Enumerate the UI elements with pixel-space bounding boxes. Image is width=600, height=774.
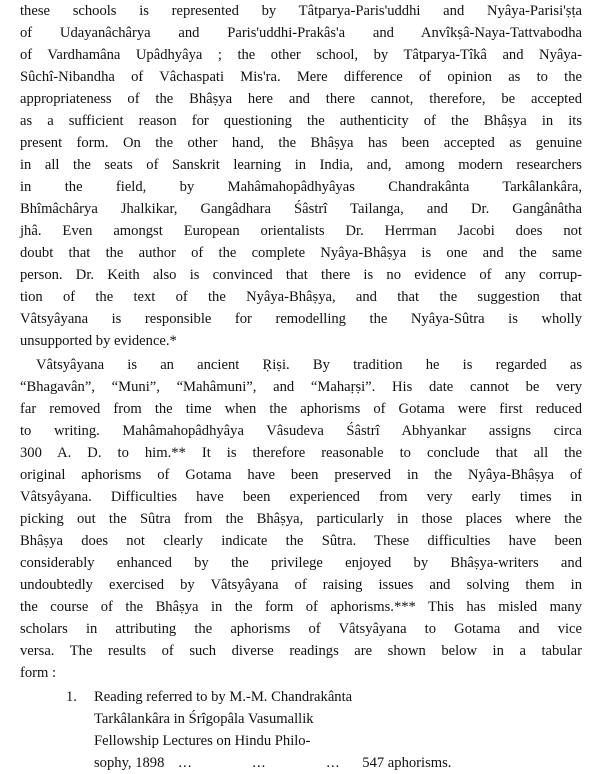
text-line: form :: [20, 665, 57, 681]
text-line: tion of the text of the Nyâya-Bhâṣya, and that the suggestion that: [20, 289, 582, 305]
text-line: present form. On the other hand, the Bhâṣya has been accepted as genuine: [20, 135, 582, 151]
text-line: Sûchî-Nibandha of Vâchaspati Mis'ra. Mere difference of opinion as to the: [20, 69, 582, 85]
text-line: 300 A. D. to him.** It is therefore reasonable to conclude that all the: [20, 445, 582, 461]
aphorism-count: 547 aphorisms.: [362, 755, 452, 771]
leader-dots: ...: [326, 755, 341, 771]
text-line: these schools is represented by Tâtparya-Paris'uddhi and Nyâya-Parisi'ṣṭa: [20, 3, 582, 19]
text-line: “Bhagavân”, “Muni”, “Mahâmuni”, and “Mahaṛṣi”. His date cannot be very: [20, 379, 582, 395]
list-line: Tarkâlankâra in Śrîgopâla Vasumallik: [94, 711, 314, 727]
text-line: jhâ. Even amongst European orientalists Dr. Herrman Jacobi does not: [20, 223, 582, 239]
text-line: picking out the Sûtra from the Bhâṣya, particularly in those places where the: [20, 511, 582, 527]
text-line: the course of the Bhâṣya in the form of aphorisms.*** This has misled many: [20, 599, 582, 615]
text-line: unsupported by evidence.*: [20, 333, 177, 349]
text-line: to writing. Mahâmahopâdhyâya Vâsudeva Śâstrî Abhyankar assigns circa: [20, 423, 582, 439]
list-line: [66, 686, 582, 708]
text-line: Bhâṣya does not clearly indicate the Sûtra. These difficulties have been: [20, 533, 582, 549]
text-line: original aphorisms of Gotama have been preserved in the Nyâya-Bhâṣya of: [20, 467, 582, 483]
text-line: person. Dr. Keith also is convinced that there is no evidence of any corrup-: [20, 267, 582, 283]
text-line: considerably enhanced by the privilege enjoyed by Bhâṣya-writers and: [20, 555, 582, 571]
text-line: Bhîmâchârya Jhalkikar, Gangâdhara Śâstrî Tailanga, and Dr. Gangânâtha: [20, 201, 582, 217]
text-line: appropriateness of the Bhâṣya here and there cannot, therefore, be accepted: [20, 91, 582, 107]
text-line: far removed from the time when the aphorisms of Gotama were first reduced: [20, 401, 582, 417]
text-line: as a sufficient reason for questioning the authenticity of the Bhâṣya in its: [20, 113, 582, 129]
text-line: of Vardhamâna Upâdhyâya ; the other school, by Tâtparya-Tîkâ and Nyâya-: [20, 47, 582, 63]
list-line: [94, 752, 582, 774]
list-line: Fellowship Lectures on Hindu Philo-: [94, 733, 311, 749]
text-line: in the field, by Mahâmahopâdhyâyas Chandrakânta Tarkâlankâra,: [20, 179, 582, 195]
text-line: versa. The results of such diverse readings are shown below in a tabular: [20, 643, 582, 659]
text-line: Vâtsyâyana. Difficulties have been experienced from very early times in: [20, 489, 582, 505]
leader-dots: ...: [178, 755, 193, 771]
text-line: doubt that the author of the complete Nyâya-Bhâṣya is one and the same: [20, 245, 582, 261]
text-line: undoubtedly exercised by Vâtsyâyana of raising issues and solving them in: [20, 577, 582, 593]
text-line: scholars in attributing the aphorisms of Vâtsyâyana to Gotama and vice: [20, 621, 582, 637]
text-line: of Udayanâchârya and Paris'uddhi-Prakâs'a and Anvîkṣâ-Naya-Tattvabodha: [20, 25, 582, 41]
text-line: Vâtsyâyana is responsible for remodelling the Nyâya-Sûtra is wholly: [20, 311, 582, 327]
text-line: Vâtsyâyana is an ancient Ṛiṣi. By tradition he is regarded as: [36, 357, 582, 373]
list-text: Reading referred to by M.-M. Chandrakânta: [94, 689, 353, 705]
leader-dots: ...: [252, 755, 267, 771]
list-text: sophy, 1898: [94, 755, 165, 771]
list-number: 1.: [66, 689, 77, 705]
text-line: in all the seats of Sanskrit learning in India, and, among modern researchers: [20, 157, 582, 173]
